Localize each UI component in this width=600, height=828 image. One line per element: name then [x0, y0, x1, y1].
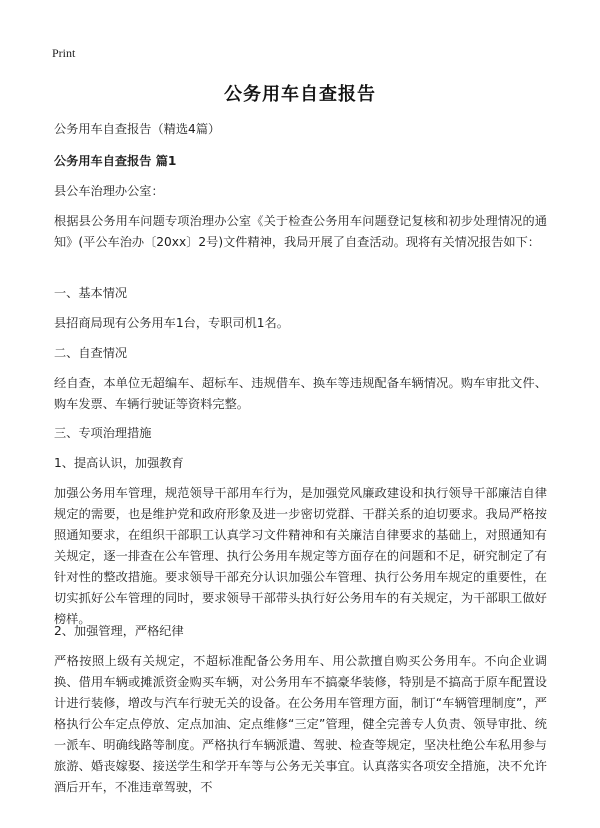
- print-label[interactable]: Print: [52, 46, 76, 60]
- part2-text: 经自查，本单位无超编车、超标车、违规借车、换车等违规配备车辆情况。购车审批文件、购车发票、车辆行驶证等资料完整。: [54, 376, 547, 411]
- section-heading: 公务用车自查报告 篇1: [54, 154, 177, 168]
- measure2-heading: 2、加强管理，严格纪律: [54, 624, 184, 638]
- part1-heading: 一、基本情况: [54, 286, 128, 300]
- part2-heading: 二、自查情况: [54, 346, 128, 360]
- intro-paragraph: 根据县公务用车问题专项治理办公室《关于检查公务用车问题登记复核和初步处理情况的通知》(平公车治办〔20xx〕2号)文件精神，我局开展了自查活动。现将有关情况报告如下：: [54, 214, 547, 249]
- measure1-text: 加强公务用车管理，规范领导干部用车行为，是加强党风廉政建设和执行领导干部廉洁自律规定的需要，也是维护党和政府形象及进一步密切党群、干群关系的迫切要求。我局严格按照通知要求，在组织干部职工认真学习文件精神和有关廉洁自律要求的基础上，对照通知有关规定，逐一排查在公车管理、执行公务用车规定等方面存在的问题和不足，研究制定了有针对性的整改措施。要求领导干部充分认识加强公车管理、执行公务用车规定的重要性，在切实抓好公车管理的同时，要求领导干部带头执行好公务用车的有关规定，为干部职工做好榜样。: [54, 486, 547, 626]
- document-title: 公务用车自查报告: [224, 84, 376, 105]
- part3-heading: 三、专项治理措施: [54, 426, 152, 440]
- part1-text: 县招商局现有公务用车1台，专职司机1名。: [54, 316, 289, 330]
- document-subtitle: 公务用车自查报告（精选4篇）: [54, 122, 221, 136]
- measure1-heading: 1、提高认识，加强教育: [54, 456, 184, 470]
- salutation: 县公车治理办公室：: [54, 184, 164, 198]
- measure2-text: 严格按照上级有关规定，不超标准配备公务用车、用公款擅自购买公务用车。不向企业调换、借用车辆或摊派资金购买车辆，对公务用车不搞豪华装修，特别是不搞高于原车配置设计进行装修，增改与汽车行驶无关的设备。在公务用车管理方面，制订“车辆管理制度”，严格执行公车定点停放、定点加油、定点维修“三定”管理，健全完善专人负责、领导审批、统一派车、明确线路等制度。严格执行车辆派遣、驾驶、检查等规定，坚决杜绝公车私用参与旅游、婚丧嫁娶、接送学生和学开车等与公务无关事宜。认真落实各项安全措施，决不允许酒后开车，不准违章驾驶，不: [54, 654, 547, 794]
